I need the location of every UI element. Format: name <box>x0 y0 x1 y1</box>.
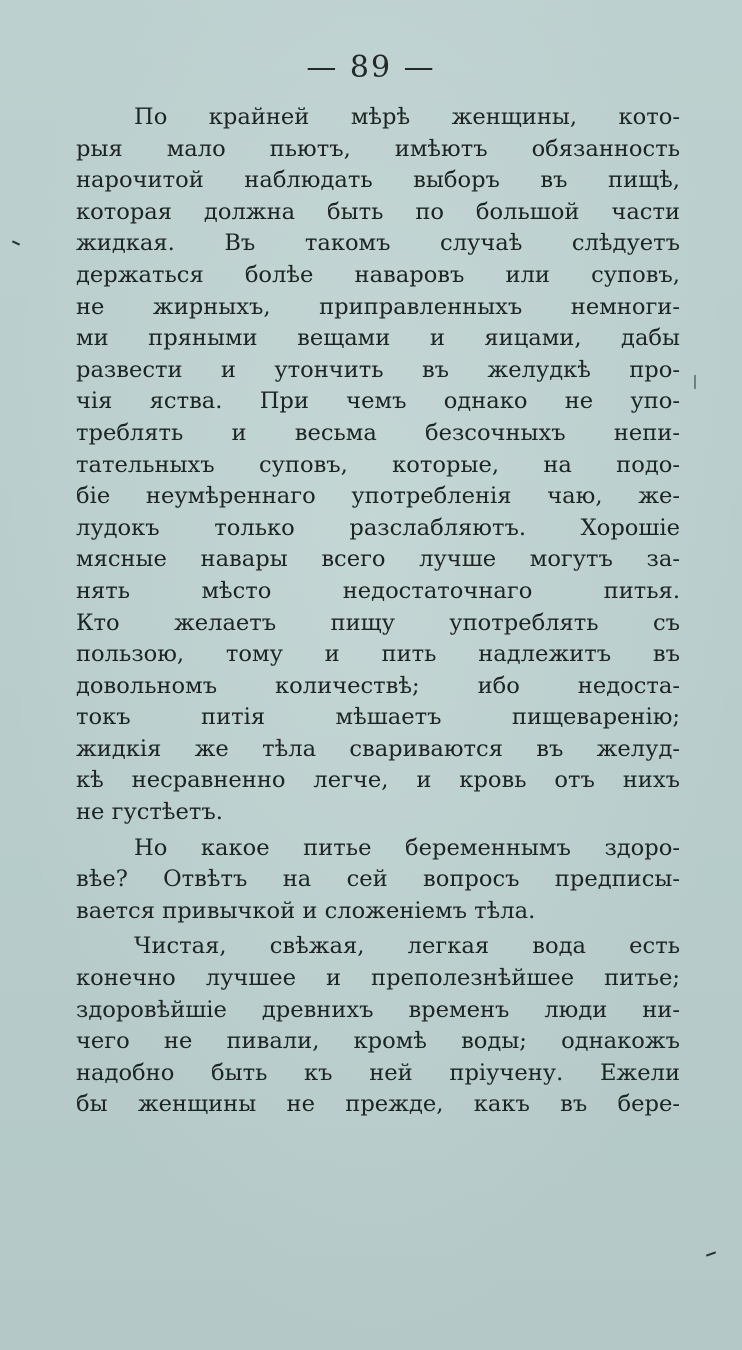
text-line: вѣе? Отвѣтъ на сей вопросъ предписы- <box>76 866 680 893</box>
text-line: тательныхъ суповъ, которые, на подо- <box>76 451 680 478</box>
text-line: бы женщины не прежде, какъ въ бере- <box>76 1091 680 1118</box>
text-line: пользою, тому и пить надлежитъ въ <box>76 641 680 668</box>
text-line: держаться болѣе наваровъ или суповъ, <box>76 261 680 288</box>
text-line: жидкія же тѣла свариваются въ желуд- <box>76 735 680 762</box>
text-line: развести и утончить въ желудкѣ про- <box>76 356 680 383</box>
ink-speck <box>12 240 20 245</box>
text-line: которая должна быть по большой части <box>76 198 680 225</box>
ink-speck <box>694 375 696 389</box>
paragraph <box>76 931 680 1121</box>
text-line: не жирныхъ, приправленныхъ немноги- <box>76 293 680 320</box>
text-line: лудокъ только разслабляютъ. Хорошіе <box>76 514 680 541</box>
text-line: кѣ несравненно легче, и кровь отъ нихъ <box>76 767 680 794</box>
text-line: нять мѣсто недостаточнаго питья. <box>76 577 680 604</box>
text-line: біе неумѣреннаго употребленія чаю, же- <box>76 483 680 510</box>
text-line: По крайней мѣрѣ женщины, кото- <box>134 104 680 130</box>
ink-speck <box>706 1251 716 1256</box>
text-line: надобно быть къ ней пріучену. Ежели <box>76 1059 680 1086</box>
text-line: рыя мало пьютъ, имѣютъ обязанность <box>76 135 680 162</box>
text-line: Но какое питье беременнымъ здоро- <box>134 834 680 861</box>
text-line: довольномъ количествѣ; ибо недоста- <box>76 672 680 699</box>
text-line: ми пряными вещами и яицами, дабы <box>76 325 680 352</box>
paragraph <box>76 833 680 928</box>
text-line: вается привычкой и сложеніемъ тѣла. <box>76 897 536 924</box>
paragraph <box>76 102 680 829</box>
text-line: не густѣетъ. <box>76 799 223 826</box>
text-line: Чистая, свѣжая, легкая вода есть <box>134 933 680 960</box>
text-line: чего не пивали, кромѣ воды; однакожъ <box>76 1028 680 1055</box>
text-line: токъ питія мѣшаетъ пищеваренію; <box>76 704 680 731</box>
text-line: конечно лучшее и преполезнѣйшее питье; <box>76 965 680 992</box>
text-line: Кто желаетъ пищу употреблять съ <box>76 609 680 636</box>
body-text <box>76 102 680 1121</box>
text-line: нарочитой наблюдать выборъ въ пищѣ, <box>76 167 680 194</box>
text-line: мясные навары всего лучше могутъ за- <box>76 546 680 573</box>
text-line: треблять и весьма безсочныхъ непи- <box>76 419 680 446</box>
text-line: жидкая. Въ такомъ случаѣ слѣдуетъ <box>76 230 680 257</box>
page-number: — 89 — <box>306 50 436 85</box>
text-line: чія яства. При чемъ однако не упо- <box>76 388 680 415</box>
text-line: здоровѣйшіе древнихъ временъ люди ни- <box>76 996 680 1023</box>
